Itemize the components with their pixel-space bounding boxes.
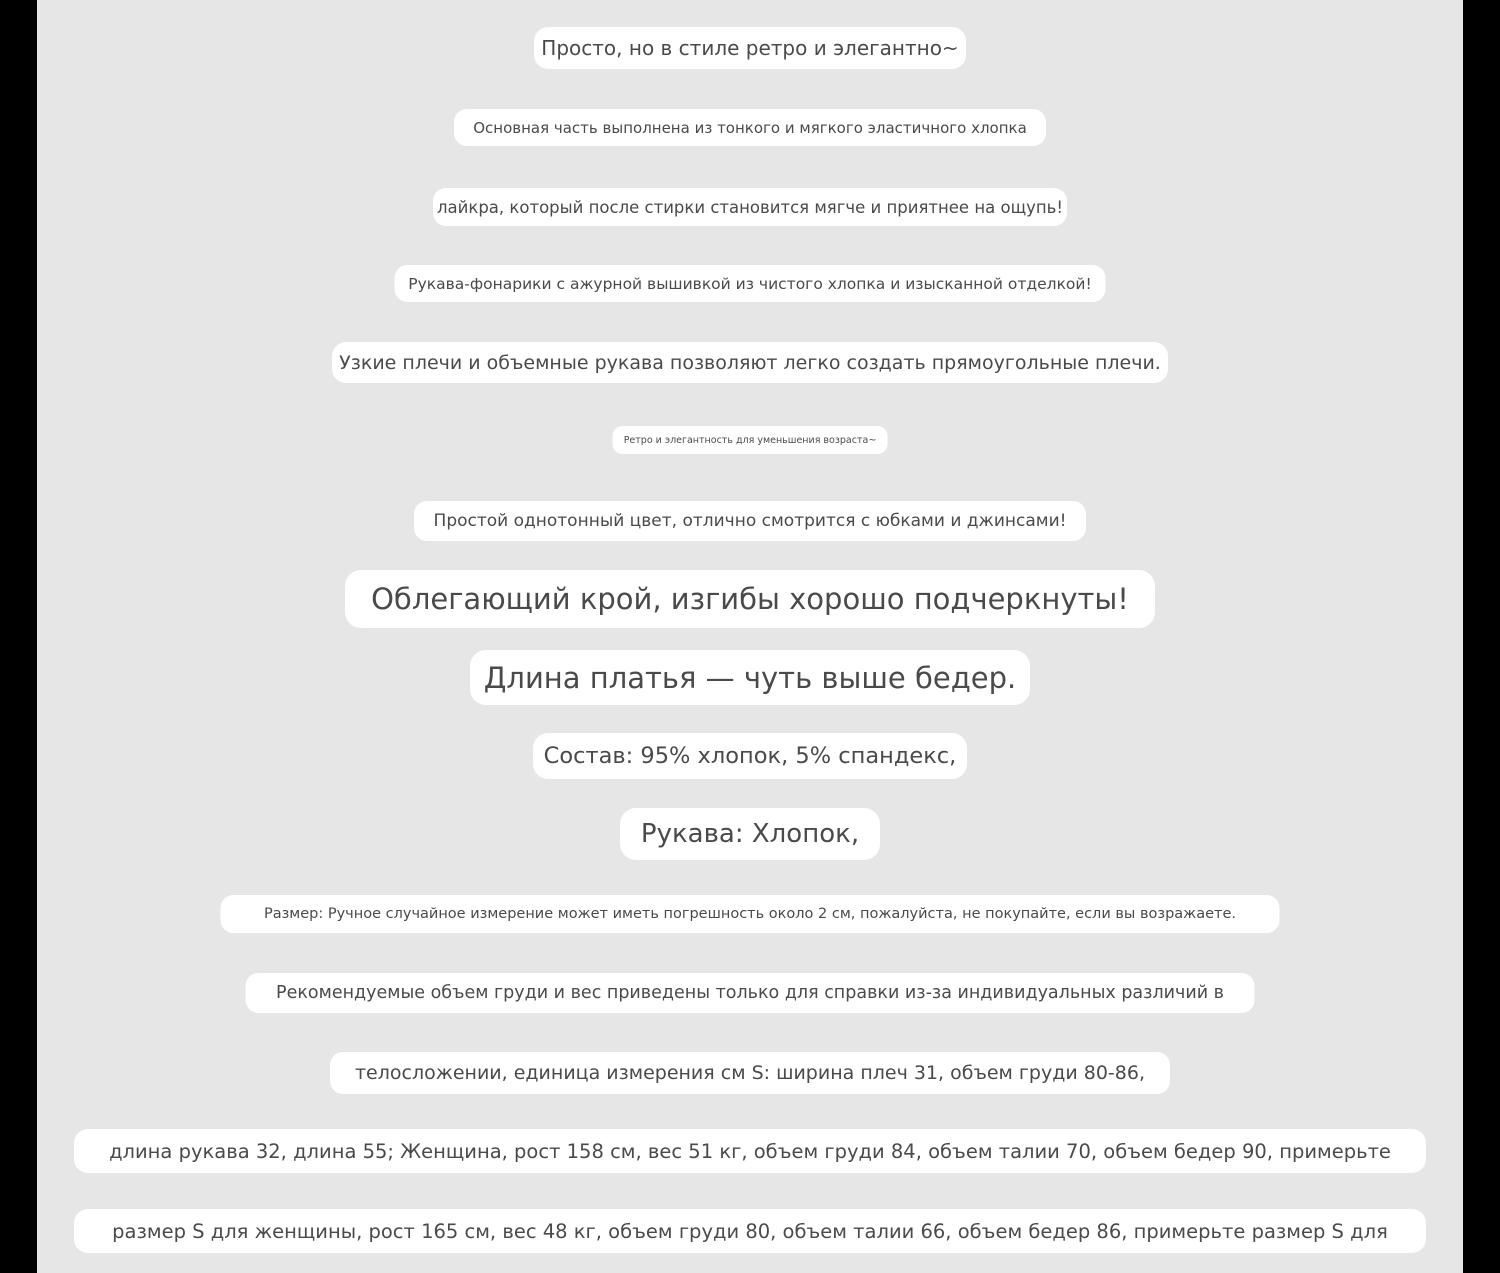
caption-retro-elegant: Просто, но в стиле ретро и элегантно~ bbox=[534, 27, 966, 69]
caption-fabric-main: Основная часть выполнена из тонкого и мягкого эластичного хлопка bbox=[454, 109, 1046, 146]
caption-composition: Состав: 95% хлопок, 5% спандекс, bbox=[533, 733, 967, 779]
caption-dress-length: Длина платья — чуть выше бедер. bbox=[470, 650, 1030, 705]
caption-model-one: длина рукава 32, длина 55; Женщина, рост 158 см, вес 51 кг, объем груди 84, объем талии 70, объем бедер 90, примерьте bbox=[74, 1129, 1426, 1173]
caption-measurements: телосложении, единица измерения см S: ширина плеч 31, объем груди 80-86, bbox=[330, 1052, 1170, 1094]
caption-panel bbox=[37, 0, 1463, 1273]
caption-narrow-shoulders: Узкие плечи и объемные рукава позволяют легко создать прямоугольные плечи. bbox=[332, 342, 1168, 383]
caption-recommended-sizing: Рекомендуемые объем груди и вес приведены только для справки из-за индивидуальных различий в bbox=[246, 973, 1255, 1013]
caption-fabric-lycra: лайкра, который после стирки становится мягче и приятнее на ощупь! bbox=[433, 188, 1067, 226]
caption-sleeves-embroidery: Рукава-фонарики с ажурной вышивкой из чистого хлопка и изысканной отделкой! bbox=[395, 265, 1106, 302]
caption-fitted-cut: Облегающий крой, изгибы хорошо подчеркнуты! bbox=[345, 570, 1155, 628]
caption-retro-age: Ретро и элегантность для уменьшения возраста~ bbox=[613, 426, 888, 454]
caption-solid-color: Простой однотонный цвет, отлично смотрится с юбками и джинсами! bbox=[414, 501, 1086, 541]
caption-sleeves-cotton: Рукава: Хлопок, bbox=[620, 808, 880, 860]
caption-size-note: Размер: Ручное случайное измерение может иметь погрешность около 2 см, пожалуйста, не покупайте, если вы возражаете. bbox=[221, 895, 1280, 933]
caption-model-two: размер S для женщины, рост 165 см, вес 48 кг, объем груди 80, объем талии 66, объем бедер 86, примерьте размер S для bbox=[74, 1209, 1426, 1253]
